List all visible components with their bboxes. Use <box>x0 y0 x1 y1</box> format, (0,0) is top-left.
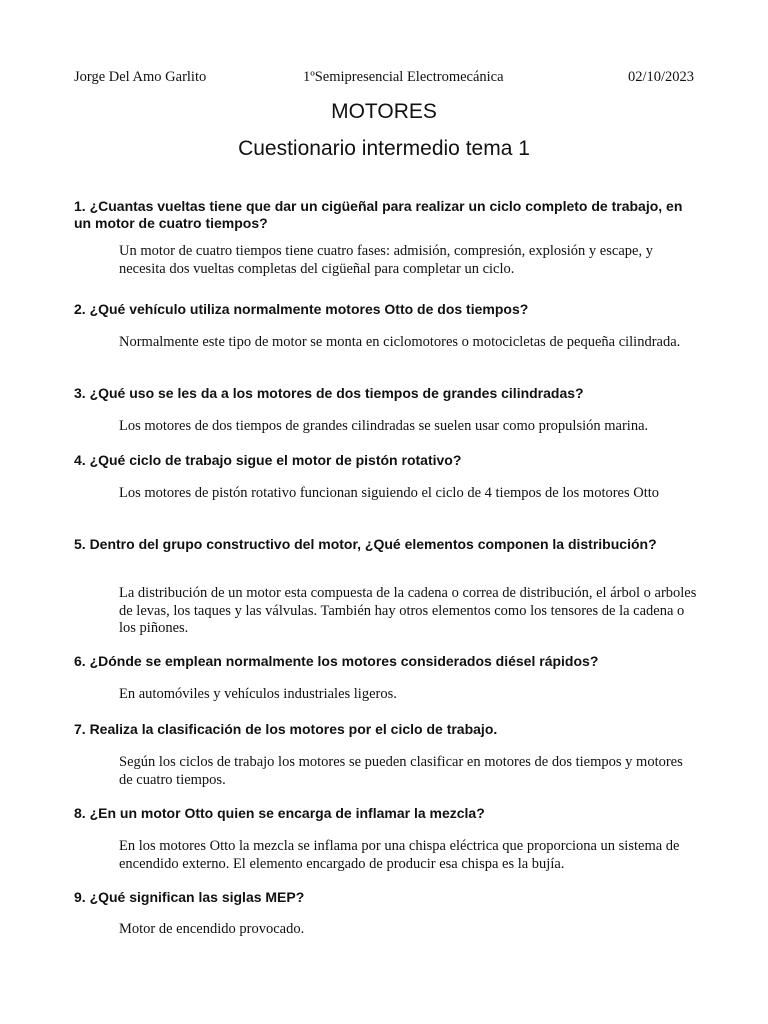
answer-1: Un motor de cuatro tiempos tiene cuatro fases: admisión, compresión, explosión y escape, y necesita dos vueltas completas del cigüeñal para completar un ciclo. <box>119 243 653 277</box>
answer-7: Según los ciclos de trabajo los motores se pueden clasificar en motores de dos tiempos y motores de cuatro tiempos. <box>119 754 683 788</box>
document-subtitle: Cuestionario intermedio tema 1 <box>238 137 530 160</box>
answer-5: La distribución de un motor esta compuesta de la cadena o correa de distribución, el árbol o arboles de levas, los taques y las válvulas. También hay otros elementos como los tensores de la cadena o los piñones. <box>119 585 697 636</box>
course-name: 1ºSemipresencial Electromecánica <box>303 69 504 85</box>
question-6: 6. ¿Dónde se emplean normalmente los motores considerados diésel rápidos? <box>74 653 599 669</box>
document-date: 02/10/2023 <box>627 69 694 85</box>
document-title: MOTORES <box>331 100 437 123</box>
question-4: 4. ¿Qué ciclo de trabajo sigue el motor de pistón rotativo? <box>74 452 462 468</box>
answer-9: Motor de encendido provocado. <box>119 921 305 937</box>
answer-3: Los motores de dos tiempos de grandes cilindradas se suelen usar como propulsión marina. <box>119 418 649 434</box>
question-1: 1. ¿Cuantas vueltas tiene que dar un cigüeñal para realizar un ciclo completo de trabajo, en un motor de cuatro tiempos? <box>74 198 683 231</box>
question-7: 7. Realiza la clasificación de los motores por el ciclo de trabajo. <box>74 721 498 737</box>
answer-8: En los motores Otto la mezcla se inflama por una chispa eléctrica que proporciona un sistema de encendido externo. El elemento encargado de producir esa chispa es la bujía. <box>119 838 680 872</box>
answer-2: Normalmente este tipo de motor se monta en ciclomotores o motocicletas de pequeña cilindrada. <box>119 334 681 350</box>
author-name: Jorge Del Amo Garlito <box>74 69 207 85</box>
question-5: 5. Dentro del grupo constructivo del motor, ¿Qué elementos componen la distribución? <box>74 536 657 552</box>
question-2: 2. ¿Qué vehículo utiliza normalmente motores Otto de dos tiempos? <box>74 301 529 317</box>
question-8: 8. ¿En un motor Otto quien se encarga de inflamar la mezcla? <box>74 805 485 821</box>
question-3: 3. ¿Qué uso se les da a los motores de dos tiempos de grandes cilindradas? <box>74 385 584 401</box>
question-9: 9. ¿Qué significan las siglas MEP? <box>74 889 305 905</box>
answer-4: Los motores de pistón rotativo funcionan siguiendo el ciclo de 4 tiempos de los motores Otto <box>119 485 660 501</box>
answer-6: En automóviles y vehículos industriales ligeros. <box>119 686 397 702</box>
